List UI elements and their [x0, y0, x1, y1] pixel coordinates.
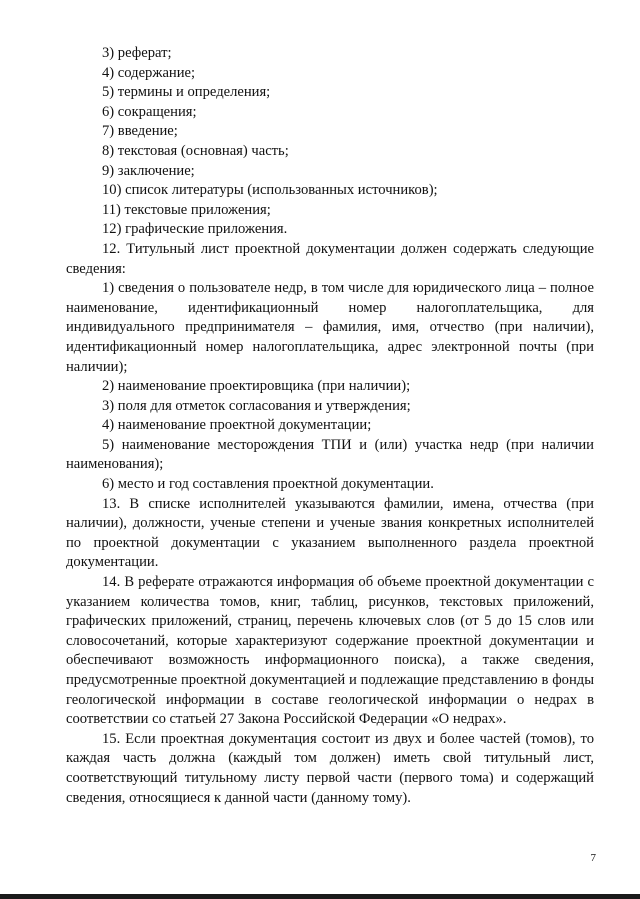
list-item: 6) сокращения; [102, 103, 197, 120]
list-item: 3) реферат; [102, 45, 172, 61]
list-item: 7) введение; [102, 123, 178, 140]
section-12-intro: 12. Титульный лист проектной документации должен содержать следующие сведения: [66, 240, 594, 277]
section-14-paragraph: 14. В реферате отражаются информация об объеме проектной документации с указанием количества томов, книг, таблиц, рисунков, текстовых приложений, графических приложений, страниц, перечень ключевых слов (от 5 до 15 слов или словосочетаний, которые характеризуют содержание проектной документации и обеспечивают возможность информационного поиска), а также сведения, предусмотренные проектной документацией и подлежащие представлению в фонды геологической информации в составе геологической информации о недрах в соответствии со статьей 27 Закона Российской Федерации «О недрах». [66, 574, 594, 728]
section-13-paragraph: 13. В списке исполнителей указываются фамилии, имена, отчества (при наличии), должности, ученые степени и ученые звания конкретных исполнителей по проектной документации с указанием выполненного раздела проектной документации. [66, 495, 594, 571]
list-item: 12) графические приложения. [102, 221, 288, 238]
page-number: 7 [590, 852, 596, 864]
section-12-item: 6) место и год составления проектной документации. [102, 476, 434, 493]
section-15-paragraph: 15. Если проектная документация состоит из двух и более частей (томов), то каждая часть должна (каждый том должен) иметь свой титульный лист, соответствующий титульному листу первой части (первого тома) и содержащий сведения, относящиеся к данной части (данному тому). [66, 730, 594, 806]
list-item: 11) текстовые приложения; [102, 201, 271, 218]
section-12-item: 1) сведения о пользователе недр, в том числе для юридического лица – полное наименование, идентификационный номер налогоплательщика, для индивидуального предпринимателя – фамилия, имя, отчество (при наличии), идентификационный номер налогоплательщика, адрес электронной почты (при наличии); [66, 280, 594, 375]
section-12-item: 2) наименование проектировщика (при наличии); [102, 378, 411, 395]
list-item: 5) термины и определения; [102, 84, 271, 101]
list-item: 8) текстовая (основная) часть; [102, 142, 289, 159]
section-12-item: 4) наименование проектной документации; [102, 417, 372, 434]
list-item: 10) список литературы (использованных источников); [102, 182, 438, 199]
list-item: 9) заключение; [102, 162, 195, 179]
section-12-item: 5) наименование месторождения ТПИ и (или) участка недр (при наличии наименования); [66, 436, 594, 473]
list-item: 4) содержание; [102, 64, 196, 81]
document-body [66, 44, 594, 808]
section-12-item: 3) поля для отметок согласования и утверждения; [102, 397, 411, 414]
scan-bottom-edge [0, 894, 640, 899]
